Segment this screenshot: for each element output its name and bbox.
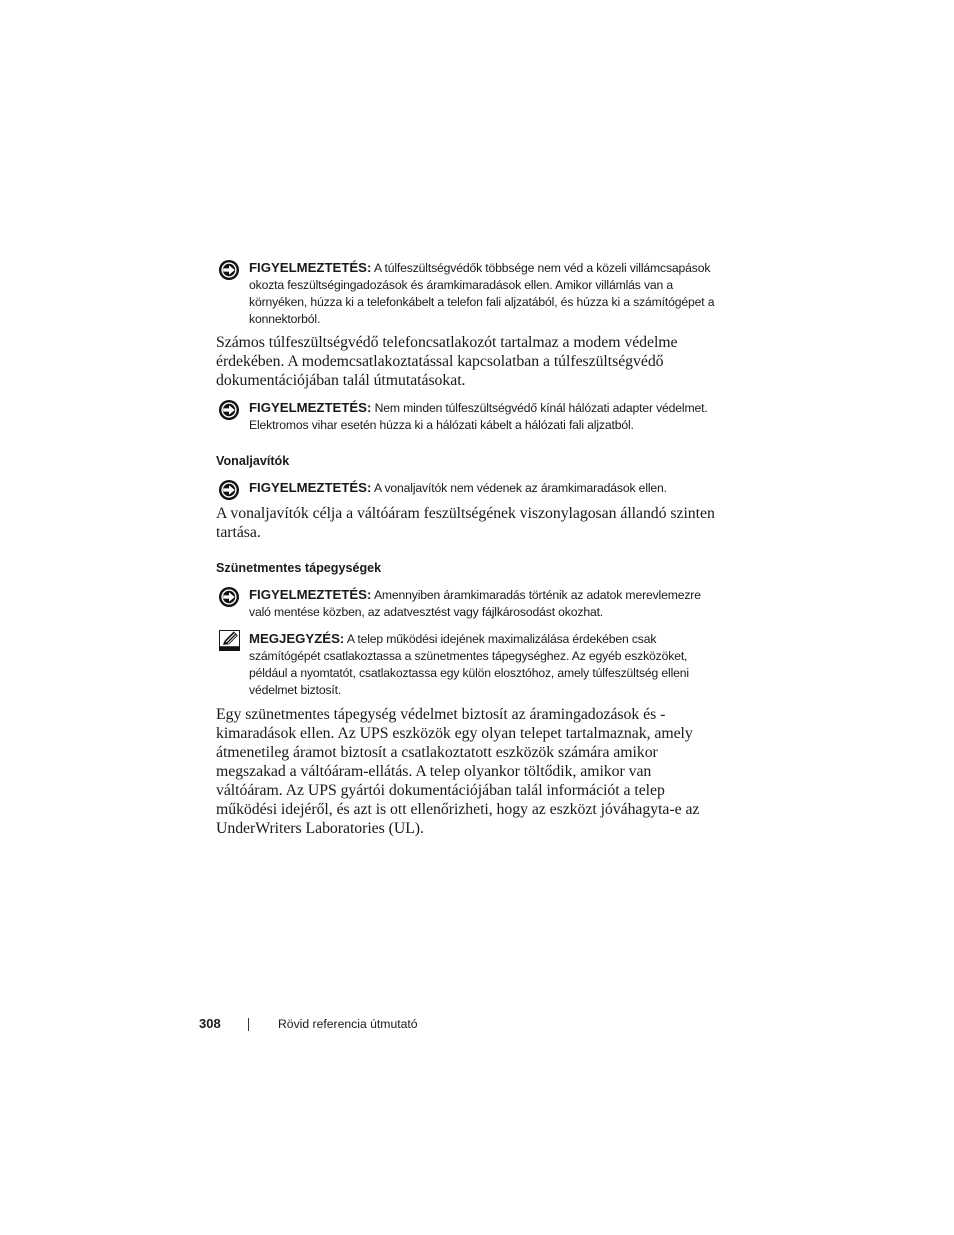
warning-label: FIGYELMEZTETÉS: [249, 480, 372, 495]
body-paragraph: A vonaljavítók célja a váltóáram feszültségének viszonylagosan állandó szinten tartása. [216, 505, 715, 541]
warning-arrow-icon [218, 259, 240, 281]
warning-notice [216, 586, 716, 621]
body-paragraph: Számos túlfeszültségvédő telefoncsatlakozót tartalmaz a modem védelme érdekében. A modemcsatlakoztatással kapcsolatban a túlfeszültségvédő dokumentációjában talál útmutatásokat. [216, 334, 678, 389]
note-body: A telep működési idejének maximalizálása érdekében csak számítógépét csatlakoztassa a szünetmentes tápegységhez. Az egyéb eszközöket, például a nyomtatót, csatlakoztassa egy külön elosztóhoz, amely túlfeszültség elleni védelmet biztosít. [249, 632, 689, 697]
warning-label: FIGYELMEZTETÉS: [249, 587, 372, 602]
warning-arrow-icon [218, 399, 240, 421]
note-label: MEGJEGYZÉS: [249, 631, 345, 646]
running-head: Rövid referencia útmutató [278, 1017, 418, 1031]
warning-notice [216, 399, 716, 434]
body-paragraph: Egy szünetmentes tápegység védelmet biztosít az áramingadozások és -kimaradások ellen. Az UPS eszközök egy olyan telepet tartalmaznak, amely átmenetileg áramot biztosít a csatlakoztatott eszközök számára amikor megszakad a váltóáram-ellátás. A telep olyankor töltődik, amikor van váltóáram. Az UPS gyártói dokumentációjában talál információt a telep működési idejéről, és azt is ott ellenőrizheti, hogy az eszközt jóváhagyta-e az UnderWriters Laboratories (UL). [216, 706, 700, 837]
warning-arrow-icon [218, 479, 240, 501]
warning-arrow-icon [218, 586, 240, 608]
section-heading: Vonaljavítók [216, 454, 290, 468]
note-pencil-icon [219, 630, 240, 651]
note-notice [216, 630, 716, 699]
warning-text [249, 259, 716, 328]
warning-notice [216, 479, 716, 497]
warning-label: FIGYELMEZTETÉS: [249, 400, 372, 415]
warning-body: A túlfeszültségvédők többsége nem véd a közeli villámcsapások okozta feszültségingadozások és áramkimaradások ellen. Amikor villámlás van a környéken, húzza ki a telefonkábelt a telefon fali aljzatából, és húzza ki a számítógépet a konnektorból. [249, 261, 715, 326]
section-heading: Szünetmentes tápegységek [216, 561, 382, 575]
warning-notice [216, 259, 716, 328]
page-number: 308 [199, 1016, 221, 1031]
warning-body: A vonaljavítók nem védenek az áramkimaradások ellen. [373, 481, 667, 495]
note-text [249, 630, 716, 699]
warning-text [249, 586, 716, 621]
warning-body: Amennyiben áramkimaradás történik az adatok merevlemezre való mentése közben, az adatvesztést vagy fájlkárosodást okozhat. [249, 588, 701, 619]
warning-body: Nem minden túlfeszültségvédő kínál hálózati adapter védelmet. Elektromos vihar esetén húzza ki a hálózati kábelt a hálózati fali aljzatból. [249, 401, 708, 432]
footer-divider [248, 1018, 249, 1031]
warning-text [249, 399, 716, 434]
warning-text [249, 479, 716, 497]
warning-label: FIGYELMEZTETÉS: [249, 260, 372, 275]
